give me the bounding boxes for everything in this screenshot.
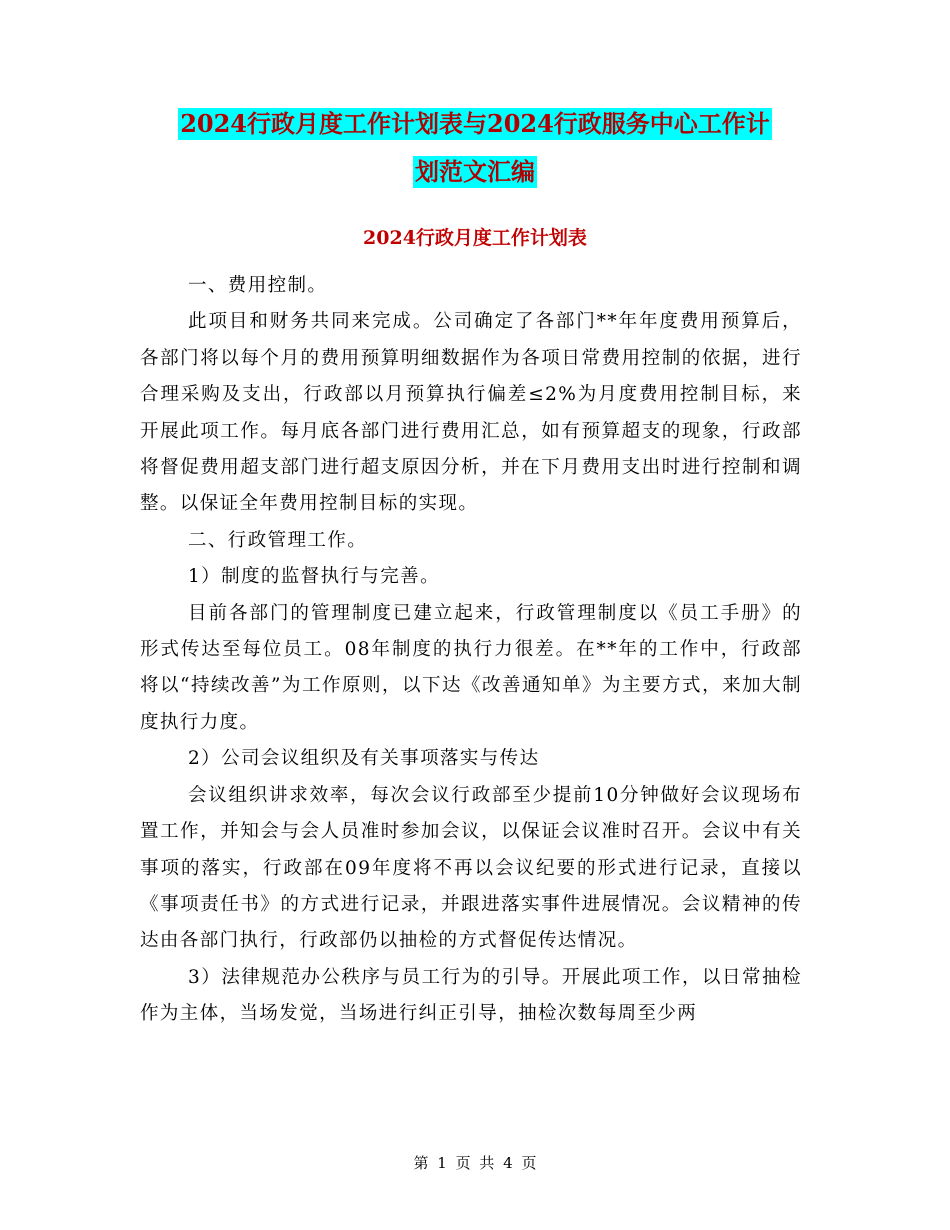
document-title-line-2: 划范文汇编 <box>415 157 535 186</box>
subheading-system-supervision: 1）制度的监督执行与完善。 <box>188 566 440 588</box>
subheading-meeting-organization: 2）公司会议组织及有关事项落实与传达 <box>188 748 540 770</box>
document-title <box>0 108 950 188</box>
paragraph-office-order: 3）法律规范办公秩序与员工行为的引导。开展此项工作，以日常抽检作为主体，当场发觉，当场进行纠正引导，抽检次数每周至少两 <box>140 966 802 1025</box>
paragraph-meeting-organization: 会议组织讲求效率，每次会议行政部至少提前10分钟做好会议现场布置工作，并知会与会人员准时参加会议，以保证会议准时召开。会议中有关事项的落实，行政部在09年度将不再以会议纪要的形式进行记录，直接以《事项责任书》的方式进行记录，并跟进落实事件进展情况。会议精神的传达由各部门执行，行政部仍以抽检的方式督促传达情况。 <box>140 784 802 952</box>
heading-admin-management: 二、行政管理工作。 <box>188 529 368 551</box>
paragraph-system-supervision: 目前各部门的管理制度已建立起来，行政管理制度以《员工手册》的形式传达至每位员工。08年制度的执行力很差。在**年的工作中，行政部将以“持续改善”为工作原则，以下达《改善通知单》为主要方式，来加大制度执行力度。 <box>140 602 802 733</box>
section-title: 2024行政月度工作计划表 <box>363 227 587 249</box>
document-body <box>140 268 802 1033</box>
paragraph-expense-control: 此项目和财务共同来完成。公司确定了各部门**年年度费用预算后，各部门将以每个月的费用预算明细数据作为各项日常费用控制的依据，进行合理采购及支出，行政部以月预算执行偏差≤2%为月度费用控制目标，来开展此项工作。每月底各部门进行费用汇总，如有预算超支的现象，行政部将督促费用超支部门进行超支原因分析，并在下月费用支出时进行控制和调整。以保证全年费用控制目标的实现。 <box>140 311 802 515</box>
page-footer: 第 1 页 共 4 页 <box>413 1154 537 1172</box>
heading-expense-control: 一、费用控制。 <box>188 275 328 296</box>
document-title-line-1: 2024行政月度工作计划表与2024行政服务中心工作计 <box>180 109 770 138</box>
